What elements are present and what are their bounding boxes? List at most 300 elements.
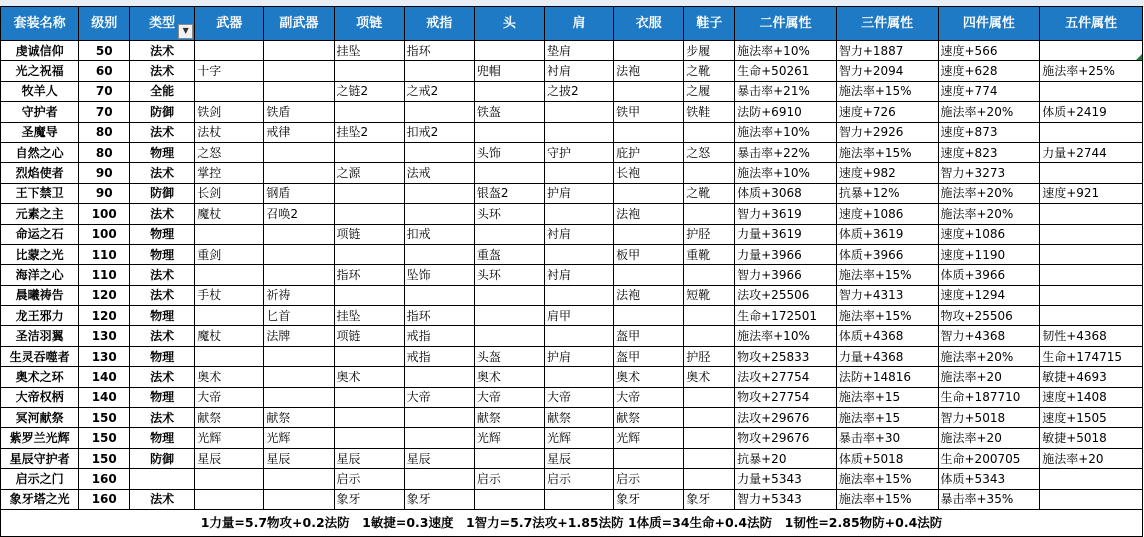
cell-attr5[interactable] <box>1040 204 1143 224</box>
cell-attr3[interactable]: 智力+2094 <box>836 61 938 81</box>
header-clothes[interactable]: 衣服 <box>614 7 684 41</box>
cell-ring[interactable] <box>404 367 474 387</box>
cell-set-name[interactable]: 奥术之环 <box>1 367 79 387</box>
cell-attr4[interactable]: 体质+5343 <box>938 469 1040 489</box>
cell-attr5[interactable]: 速度+921 <box>1040 183 1143 203</box>
cell-attr3[interactable]: 施法率+15% <box>836 142 938 162</box>
cell-type[interactable]: 法术 <box>130 408 195 428</box>
cell-type[interactable]: 法术 <box>130 163 195 183</box>
cell-shoulder[interactable]: 衬肩 <box>544 265 613 285</box>
cell-attr4[interactable]: 速度+873 <box>938 122 1040 142</box>
cell-shoes[interactable] <box>684 122 735 142</box>
cell-type[interactable]: 物理 <box>130 346 195 366</box>
cell-ring[interactable] <box>404 61 474 81</box>
cell-shoes[interactable]: 象牙 <box>684 489 735 509</box>
cell-attr2[interactable]: 智力+5343 <box>735 489 837 509</box>
cell-head[interactable]: 大帝 <box>474 387 544 407</box>
cell-level[interactable]: 160 <box>79 489 130 509</box>
cell-attr3[interactable]: 速度+982 <box>836 163 938 183</box>
cell-attr4[interactable]: 施法率+20% <box>938 102 1040 122</box>
cell-attr2[interactable]: 施法率+10% <box>735 41 837 61</box>
cell-set-name[interactable]: 圣洁羽翼 <box>1 326 79 346</box>
cell-set-name[interactable]: 守护者 <box>1 102 79 122</box>
cell-attr4[interactable]: 智力+3273 <box>938 163 1040 183</box>
cell-offhand[interactable] <box>264 265 334 285</box>
cell-offhand[interactable] <box>264 489 334 509</box>
cell-shoes[interactable] <box>684 163 735 183</box>
header-weapon[interactable]: 武器 <box>195 7 264 41</box>
cell-weapon[interactable]: 大帝 <box>195 387 264 407</box>
cell-level[interactable]: 90 <box>79 183 130 203</box>
cell-ring[interactable]: 指环 <box>404 306 474 326</box>
cell-shoes[interactable] <box>684 408 735 428</box>
cell-offhand[interactable] <box>264 81 334 101</box>
cell-attr5[interactable] <box>1040 244 1143 264</box>
cell-clothes[interactable] <box>614 81 684 101</box>
cell-necklace[interactable] <box>334 102 404 122</box>
cell-shoulder[interactable] <box>544 122 613 142</box>
cell-type[interactable]: 防御 <box>130 183 195 203</box>
cell-weapon[interactable] <box>195 265 264 285</box>
cell-shoes[interactable]: 步履 <box>684 41 735 61</box>
cell-head[interactable] <box>474 81 544 101</box>
cell-attr5[interactable]: 体质+2419 <box>1040 102 1143 122</box>
cell-attr5[interactable] <box>1040 163 1143 183</box>
cell-head[interactable]: 兜帽 <box>474 61 544 81</box>
cell-attr2[interactable]: 力量+5343 <box>735 469 837 489</box>
cell-ring[interactable]: 戒指 <box>404 326 474 346</box>
header-set-name[interactable]: 套装名称 <box>1 7 79 41</box>
cell-ring[interactable]: 扣戒2 <box>404 122 474 142</box>
cell-offhand[interactable]: 铁盾 <box>264 102 334 122</box>
cell-weapon[interactable]: 之怒 <box>195 142 264 162</box>
cell-set-name[interactable]: 自然之心 <box>1 142 79 162</box>
cell-attr2[interactable]: 施法率+10% <box>735 163 837 183</box>
cell-type[interactable]: 法术 <box>130 326 195 346</box>
filter-dropdown-icon[interactable]: ▼ <box>178 24 193 39</box>
cell-attr4[interactable]: 速度+1294 <box>938 285 1040 305</box>
cell-necklace[interactable] <box>334 244 404 264</box>
cell-weapon[interactable] <box>195 224 264 244</box>
cell-attr5[interactable]: 施法率+20 <box>1040 448 1143 468</box>
cell-attr4[interactable]: 速度+774 <box>938 81 1040 101</box>
cell-clothes[interactable]: 法袍 <box>614 61 684 81</box>
cell-shoulder[interactable] <box>544 163 613 183</box>
cell-necklace[interactable]: 项链 <box>334 326 404 346</box>
cell-level[interactable]: 150 <box>79 448 130 468</box>
cell-level[interactable]: 70 <box>79 81 130 101</box>
cell-offhand[interactable] <box>264 163 334 183</box>
cell-head[interactable]: 头盔 <box>474 346 544 366</box>
cell-ring[interactable]: 法戒 <box>404 163 474 183</box>
cell-offhand[interactable] <box>264 387 334 407</box>
cell-weapon[interactable]: 献祭 <box>195 408 264 428</box>
cell-necklace[interactable]: 指环 <box>334 265 404 285</box>
cell-type[interactable] <box>130 469 195 489</box>
cell-attr4[interactable]: 速度+1086 <box>938 224 1040 244</box>
cell-shoes[interactable]: 之怒 <box>684 142 735 162</box>
header-attr2[interactable]: 二件属性 <box>735 7 837 41</box>
cell-clothes[interactable] <box>614 41 684 61</box>
cell-head[interactable] <box>474 448 544 468</box>
cell-ring[interactable]: 星辰 <box>404 448 474 468</box>
cell-offhand[interactable] <box>264 41 334 61</box>
cell-head[interactable] <box>474 41 544 61</box>
cell-level[interactable]: 70 <box>79 102 130 122</box>
cell-type[interactable]: 法术 <box>130 285 195 305</box>
cell-set-name[interactable]: 大帝权柄 <box>1 387 79 407</box>
cell-attr5[interactable]: 敏捷+4693 <box>1040 367 1143 387</box>
cell-shoulder[interactable] <box>544 204 613 224</box>
comment-indicator-icon[interactable] <box>1136 54 1142 60</box>
cell-shoes[interactable] <box>684 428 735 448</box>
cell-attr3[interactable]: 施法率+15 <box>836 408 938 428</box>
cell-attr3[interactable]: 智力+4313 <box>836 285 938 305</box>
cell-set-name[interactable]: 海洋之心 <box>1 265 79 285</box>
cell-attr5[interactable] <box>1040 489 1143 509</box>
cell-type[interactable]: 物理 <box>130 142 195 162</box>
cell-shoes[interactable]: 之靴 <box>684 61 735 81</box>
cell-attr5[interactable] <box>1040 285 1143 305</box>
cell-weapon[interactable]: 掌控 <box>195 163 264 183</box>
cell-attr2[interactable]: 物攻+27754 <box>735 387 837 407</box>
cell-head[interactable]: 光辉 <box>474 428 544 448</box>
cell-necklace[interactable] <box>334 204 404 224</box>
cell-head[interactable] <box>474 326 544 346</box>
cell-set-name[interactable]: 王下禁卫 <box>1 183 79 203</box>
cell-clothes[interactable] <box>614 183 684 203</box>
cell-ring[interactable] <box>404 204 474 224</box>
cell-attr5[interactable] <box>1040 41 1143 61</box>
cell-level[interactable]: 110 <box>79 244 130 264</box>
cell-offhand[interactable] <box>264 469 334 489</box>
cell-attr3[interactable]: 力量+4368 <box>836 346 938 366</box>
cell-necklace[interactable]: 之源 <box>334 163 404 183</box>
cell-attr2[interactable]: 生命+50261 <box>735 61 837 81</box>
cell-attr4[interactable]: 智力+4368 <box>938 326 1040 346</box>
cell-clothes[interactable]: 铁甲 <box>614 102 684 122</box>
cell-clothes[interactable]: 盔甲 <box>614 346 684 366</box>
cell-attr4[interactable]: 速度+823 <box>938 142 1040 162</box>
cell-attr5[interactable] <box>1040 81 1143 101</box>
cell-offhand[interactable] <box>264 61 334 81</box>
cell-attr3[interactable]: 体质+4368 <box>836 326 938 346</box>
cell-attr2[interactable]: 物攻+25833 <box>735 346 837 366</box>
cell-set-name[interactable]: 圣魔导 <box>1 122 79 142</box>
cell-attr3[interactable]: 施法率+15% <box>836 489 938 509</box>
cell-attr4[interactable]: 体质+3966 <box>938 265 1040 285</box>
cell-shoes[interactable]: 之履 <box>684 81 735 101</box>
cell-level[interactable]: 130 <box>79 326 130 346</box>
cell-attr5[interactable]: 速度+1408 <box>1040 387 1143 407</box>
cell-type[interactable]: 法术 <box>130 204 195 224</box>
cell-clothes[interactable] <box>614 265 684 285</box>
cell-weapon[interactable]: 法杖 <box>195 122 264 142</box>
cell-head[interactable] <box>474 285 544 305</box>
cell-ring[interactable]: 坠饰 <box>404 265 474 285</box>
cell-attr5[interactable] <box>1040 265 1143 285</box>
cell-type[interactable]: 法术 <box>130 122 195 142</box>
cell-attr3[interactable]: 抗暴+12% <box>836 183 938 203</box>
cell-attr5[interactable] <box>1040 224 1143 244</box>
cell-shoulder[interactable]: 之披2 <box>544 81 613 101</box>
cell-level[interactable]: 100 <box>79 204 130 224</box>
cell-attr4[interactable]: 速度+1190 <box>938 244 1040 264</box>
cell-set-name[interactable]: 元素之主 <box>1 204 79 224</box>
cell-attr5[interactable] <box>1040 122 1143 142</box>
cell-attr2[interactable]: 法攻+27754 <box>735 367 837 387</box>
cell-weapon[interactable] <box>195 41 264 61</box>
cell-attr5[interactable]: 生命+174715 <box>1040 346 1143 366</box>
cell-level[interactable]: 50 <box>79 41 130 61</box>
cell-type[interactable]: 法术 <box>130 367 195 387</box>
cell-head[interactable]: 头环 <box>474 204 544 224</box>
cell-level[interactable]: 120 <box>79 285 130 305</box>
cell-weapon[interactable]: 长剑 <box>195 183 264 203</box>
cell-ring[interactable]: 象牙 <box>404 489 474 509</box>
cell-weapon[interactable] <box>195 469 264 489</box>
cell-weapon[interactable] <box>195 306 264 326</box>
cell-attr4[interactable]: 物攻+25506 <box>938 306 1040 326</box>
cell-shoes[interactable]: 护胫 <box>684 346 735 366</box>
cell-attr4[interactable]: 施法率+20 <box>938 428 1040 448</box>
cell-necklace[interactable]: 挂坠 <box>334 41 404 61</box>
cell-shoulder[interactable] <box>544 102 613 122</box>
cell-shoes[interactable]: 重靴 <box>684 244 735 264</box>
cell-offhand[interactable]: 召唤2 <box>264 204 334 224</box>
cell-attr3[interactable]: 施法率+15 <box>836 387 938 407</box>
cell-clothes[interactable]: 法袍 <box>614 204 684 224</box>
cell-head[interactable]: 铁盔 <box>474 102 544 122</box>
cell-attr3[interactable]: 施法率+15% <box>836 306 938 326</box>
cell-offhand[interactable]: 法牌 <box>264 326 334 346</box>
cell-attr2[interactable]: 暴击率+22% <box>735 142 837 162</box>
cell-set-name[interactable]: 虔诚信仰 <box>1 41 79 61</box>
header-attr5[interactable] <box>1040 7 1143 41</box>
cell-clothes[interactable]: 奥术 <box>614 367 684 387</box>
header-offhand[interactable]: 副武器 <box>264 7 334 41</box>
cell-necklace[interactable] <box>334 285 404 305</box>
cell-clothes[interactable]: 启示 <box>614 469 684 489</box>
cell-type[interactable]: 法术 <box>130 41 195 61</box>
cell-level[interactable]: 60 <box>79 61 130 81</box>
header-ring[interactable]: 戒指 <box>404 7 474 41</box>
header-type[interactable] <box>130 7 195 41</box>
cell-weapon[interactable]: 手杖 <box>195 285 264 305</box>
cell-shoes[interactable]: 之靴 <box>684 183 735 203</box>
cell-shoes[interactable]: 奥术 <box>684 367 735 387</box>
cell-shoulder[interactable]: 衬肩 <box>544 61 613 81</box>
cell-offhand[interactable]: 匕首 <box>264 306 334 326</box>
cell-necklace[interactable] <box>334 428 404 448</box>
cell-attr3[interactable]: 速度+1086 <box>836 204 938 224</box>
cell-level[interactable]: 130 <box>79 346 130 366</box>
header-necklace[interactable]: 项链 <box>334 7 404 41</box>
cell-necklace[interactable] <box>334 183 404 203</box>
cell-clothes[interactable]: 盔甲 <box>614 326 684 346</box>
cell-weapon[interactable]: 铁剑 <box>195 102 264 122</box>
cell-offhand[interactable]: 钢盾 <box>264 183 334 203</box>
cell-head[interactable] <box>474 489 544 509</box>
cell-shoulder[interactable]: 献祭 <box>544 408 613 428</box>
cell-set-name[interactable]: 比蒙之光 <box>1 244 79 264</box>
cell-weapon[interactable] <box>195 346 264 366</box>
cell-attr5[interactable] <box>1040 306 1143 326</box>
header-head[interactable]: 头 <box>474 7 544 41</box>
cell-shoes[interactable]: 铁鞋 <box>684 102 735 122</box>
cell-ring[interactable]: 扣戒 <box>404 224 474 244</box>
cell-shoulder[interactable]: 启示 <box>544 469 613 489</box>
cell-weapon[interactable]: 魔杖 <box>195 204 264 224</box>
cell-attr5[interactable]: 速度+1505 <box>1040 408 1143 428</box>
cell-ring[interactable]: 戒指 <box>404 346 474 366</box>
cell-offhand[interactable] <box>264 142 334 162</box>
cell-head[interactable]: 献祭 <box>474 408 544 428</box>
header-attr3[interactable]: 三件属性 <box>836 7 938 41</box>
cell-head[interactable]: 重盔 <box>474 244 544 264</box>
cell-attr3[interactable]: 体质+5018 <box>836 448 938 468</box>
cell-necklace[interactable]: 启示 <box>334 469 404 489</box>
cell-attr2[interactable]: 物攻+29676 <box>735 428 837 448</box>
cell-attr4[interactable]: 生命+200705 <box>938 448 1040 468</box>
cell-offhand[interactable] <box>264 224 334 244</box>
cell-shoulder[interactable]: 护肩 <box>544 346 613 366</box>
cell-necklace[interactable]: 挂坠 <box>334 306 404 326</box>
cell-necklace[interactable] <box>334 142 404 162</box>
cell-clothes[interactable]: 象牙 <box>614 489 684 509</box>
cell-level[interactable]: 110 <box>79 265 130 285</box>
cell-head[interactable] <box>474 122 544 142</box>
cell-set-name[interactable]: 命运之石 <box>1 224 79 244</box>
cell-set-name[interactable]: 启示之门 <box>1 469 79 489</box>
cell-clothes[interactable]: 大帝 <box>614 387 684 407</box>
cell-attr2[interactable]: 力量+3966 <box>735 244 837 264</box>
cell-attr3[interactable]: 智力+1887 <box>836 41 938 61</box>
cell-attr5[interactable]: 施法率+25% <box>1040 61 1143 81</box>
cell-attr2[interactable]: 法攻+25506 <box>735 285 837 305</box>
cell-shoes[interactable] <box>684 326 735 346</box>
cell-attr3[interactable]: 施法率+15% <box>836 81 938 101</box>
cell-attr2[interactable]: 体质+3068 <box>735 183 837 203</box>
cell-attr3[interactable]: 施法率+15% <box>836 469 938 489</box>
cell-head[interactable] <box>474 224 544 244</box>
cell-ring[interactable]: 之戒2 <box>404 81 474 101</box>
cell-attr4[interactable]: 施法率+20% <box>938 183 1040 203</box>
cell-attr4[interactable]: 智力+5018 <box>938 408 1040 428</box>
cell-attr3[interactable]: 施法率+15% <box>836 265 938 285</box>
cell-shoulder[interactable] <box>544 326 613 346</box>
cell-head[interactable] <box>474 306 544 326</box>
cell-shoulder[interactable]: 光辉 <box>544 428 613 448</box>
cell-set-name[interactable]: 星辰守护者 <box>1 448 79 468</box>
cell-level[interactable]: 160 <box>79 469 130 489</box>
cell-clothes[interactable] <box>614 306 684 326</box>
cell-type[interactable]: 防御 <box>130 102 195 122</box>
cell-attr3[interactable]: 暴击率+30 <box>836 428 938 448</box>
cell-attr5[interactable] <box>1040 469 1143 489</box>
cell-necklace[interactable] <box>334 387 404 407</box>
cell-necklace[interactable]: 奥术 <box>334 367 404 387</box>
cell-shoulder[interactable]: 星辰 <box>544 448 613 468</box>
cell-shoes[interactable]: 短靴 <box>684 285 735 305</box>
cell-clothes[interactable]: 光辉 <box>614 428 684 448</box>
header-shoulder[interactable]: 肩 <box>544 7 613 41</box>
cell-shoulder[interactable]: 垫肩 <box>544 41 613 61</box>
cell-shoulder[interactable]: 守护 <box>544 142 613 162</box>
cell-attr5[interactable]: 敏捷+5018 <box>1040 428 1143 448</box>
cell-weapon[interactable] <box>195 489 264 509</box>
cell-shoulder[interactable]: 衬肩 <box>544 224 613 244</box>
cell-head[interactable]: 银盔2 <box>474 183 544 203</box>
cell-clothes[interactable] <box>614 224 684 244</box>
cell-level[interactable]: 100 <box>79 224 130 244</box>
cell-shoes[interactable] <box>684 204 735 224</box>
cell-weapon[interactable]: 十字 <box>195 61 264 81</box>
cell-weapon[interactable]: 魔杖 <box>195 326 264 346</box>
cell-type[interactable]: 法术 <box>130 489 195 509</box>
cell-ring[interactable]: 大帝 <box>404 387 474 407</box>
cell-necklace[interactable]: 星辰 <box>334 448 404 468</box>
cell-type[interactable]: 物理 <box>130 224 195 244</box>
cell-attr2[interactable]: 生命+172501 <box>735 306 837 326</box>
cell-offhand[interactable] <box>264 244 334 264</box>
cell-set-name[interactable]: 牧羊人 <box>1 81 79 101</box>
cell-type[interactable]: 物理 <box>130 428 195 448</box>
cell-attr2[interactable]: 智力+3619 <box>735 204 837 224</box>
cell-clothes[interactable]: 长袍 <box>614 163 684 183</box>
cell-set-name[interactable]: 紫罗兰光辉 <box>1 428 79 448</box>
cell-attr3[interactable]: 速度+726 <box>836 102 938 122</box>
cell-shoulder[interactable]: 护肩 <box>544 183 613 203</box>
cell-attr2[interactable]: 抗暴+20 <box>735 448 837 468</box>
cell-necklace[interactable] <box>334 408 404 428</box>
cell-offhand[interactable] <box>264 367 334 387</box>
cell-attr2[interactable]: 施法率+10% <box>735 122 837 142</box>
cell-attr2[interactable]: 智力+3966 <box>735 265 837 285</box>
cell-set-name[interactable]: 晨曦祷告 <box>1 285 79 305</box>
cell-attr4[interactable]: 生命+187710 <box>938 387 1040 407</box>
cell-offhand[interactable]: 献祭 <box>264 408 334 428</box>
cell-attr4[interactable]: 施法率+20 <box>938 367 1040 387</box>
cell-necklace[interactable]: 挂坠2 <box>334 122 404 142</box>
cell-offhand[interactable] <box>264 346 334 366</box>
cell-set-name[interactable]: 冥河献祭 <box>1 408 79 428</box>
cell-attr3[interactable]: 体质+3966 <box>836 244 938 264</box>
cell-weapon[interactable] <box>195 81 264 101</box>
cell-attr4[interactable]: 施法率+20% <box>938 346 1040 366</box>
cell-head[interactable]: 头饰 <box>474 142 544 162</box>
cell-ring[interactable] <box>404 244 474 264</box>
cell-offhand[interactable]: 祈祷 <box>264 285 334 305</box>
cell-offhand[interactable]: 光辉 <box>264 428 334 448</box>
cell-necklace[interactable] <box>334 346 404 366</box>
cell-attr4[interactable]: 施法率+20% <box>938 204 1040 224</box>
cell-clothes[interactable]: 献祭 <box>614 408 684 428</box>
cell-attr4[interactable]: 速度+628 <box>938 61 1040 81</box>
cell-ring[interactable] <box>404 183 474 203</box>
cell-type[interactable]: 物理 <box>130 244 195 264</box>
cell-type[interactable]: 法术 <box>130 265 195 285</box>
cell-attr2[interactable]: 法防+6910 <box>735 102 837 122</box>
cell-attr4[interactable]: 速度+566 <box>938 41 1040 61</box>
cell-attr4[interactable]: 暴击率+35% <box>938 489 1040 509</box>
cell-weapon[interactable]: 光辉 <box>195 428 264 448</box>
cell-weapon[interactable]: 重剑 <box>195 244 264 264</box>
cell-ring[interactable] <box>404 408 474 428</box>
cell-shoes[interactable] <box>684 265 735 285</box>
cell-level[interactable]: 150 <box>79 428 130 448</box>
cell-level[interactable]: 80 <box>79 142 130 162</box>
